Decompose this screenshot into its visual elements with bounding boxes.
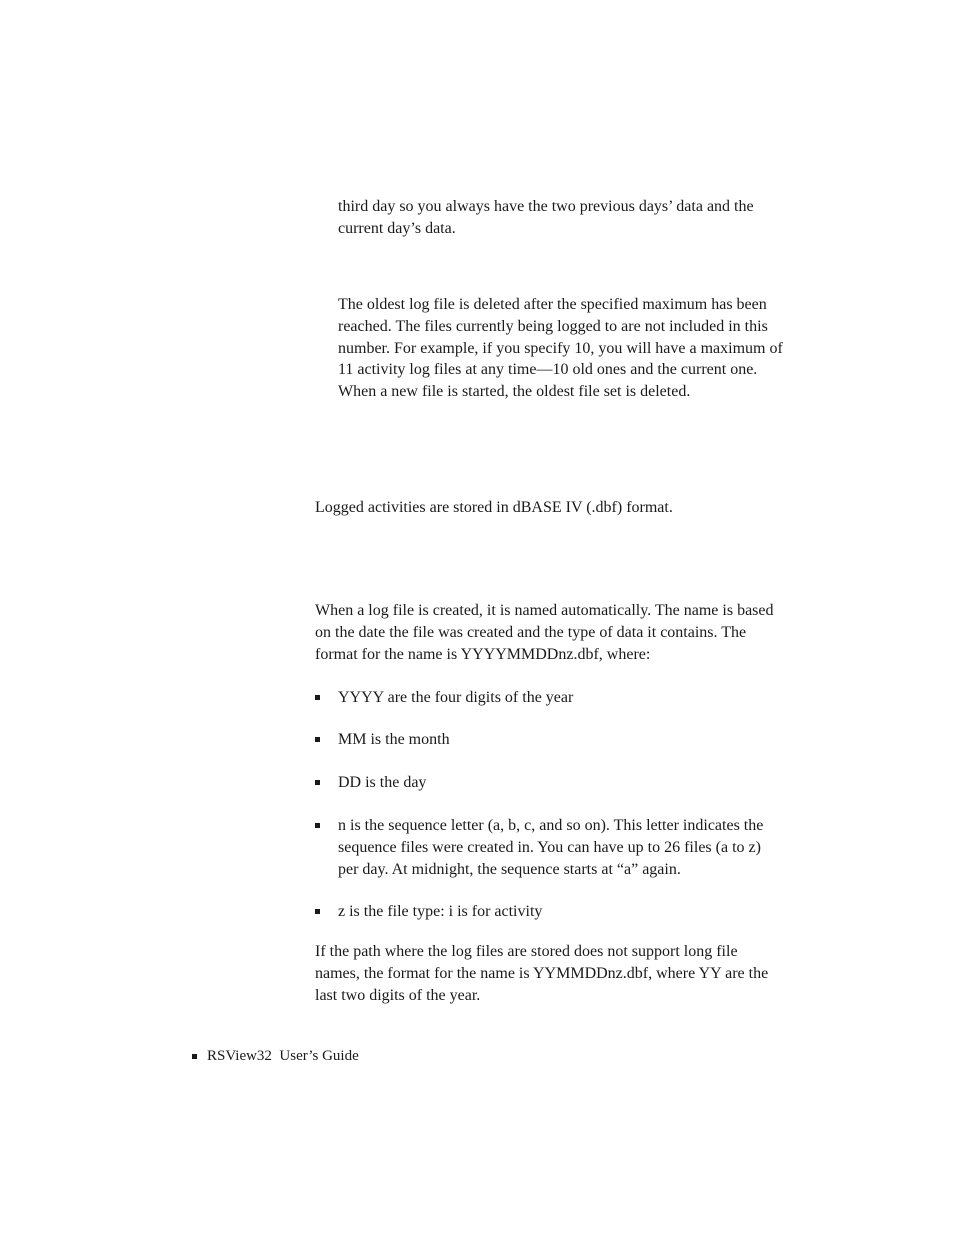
bullet-square-icon bbox=[315, 823, 320, 828]
bullet-square-icon bbox=[315, 737, 320, 742]
bullet-square-icon bbox=[315, 780, 320, 785]
paragraph-third-day: third day so you always have the two previous days’ data and the current day’s data. bbox=[338, 198, 754, 237]
footer-title: RSView32 User’s Guide bbox=[207, 1048, 359, 1064]
list-item-text: n is the sequence letter (a, b, c, and so on). This letter indicates the sequence files were created in. You can have up to 26 files (a to z) per day. At midnight, the sequence starts at “a” again. bbox=[338, 817, 764, 878]
list-item-text: z is the file type: i is for activity bbox=[338, 903, 543, 920]
list-item-text: MM is the month bbox=[338, 731, 450, 748]
paragraph-oldest-log-file: The oldest log file is deleted after the specified maximum has been reached. The files currently being logged to are not included in this number. For example, if you specify 10, you will have a maximum of 11 activity log files at any time—10 old ones and the current one. When a new file is started, the oldest file set is deleted. bbox=[338, 296, 783, 401]
paragraph-short-file-names: If the path where the log files are stored does not support long file names, the format for the name is YYMMDDnz.dbf, where YY are the last two digits of the year. bbox=[315, 943, 769, 1004]
list-item-text: YYYY are the four digits of the year bbox=[338, 689, 574, 706]
list-item-text: DD is the day bbox=[338, 774, 427, 791]
paragraph-dbase-format: Logged activities are stored in dBASE IV (.dbf) format. bbox=[315, 499, 673, 516]
bullet-square-icon bbox=[315, 909, 320, 914]
bullet-square-icon bbox=[315, 695, 320, 700]
paragraph-log-file-naming: When a log file is created, it is named automatically. The name is based on the date the file was created and the type of data it contains. The format for the name is YYYYMMDDnz.dbf, where: bbox=[315, 602, 774, 663]
footer-bullet-icon bbox=[192, 1054, 197, 1059]
